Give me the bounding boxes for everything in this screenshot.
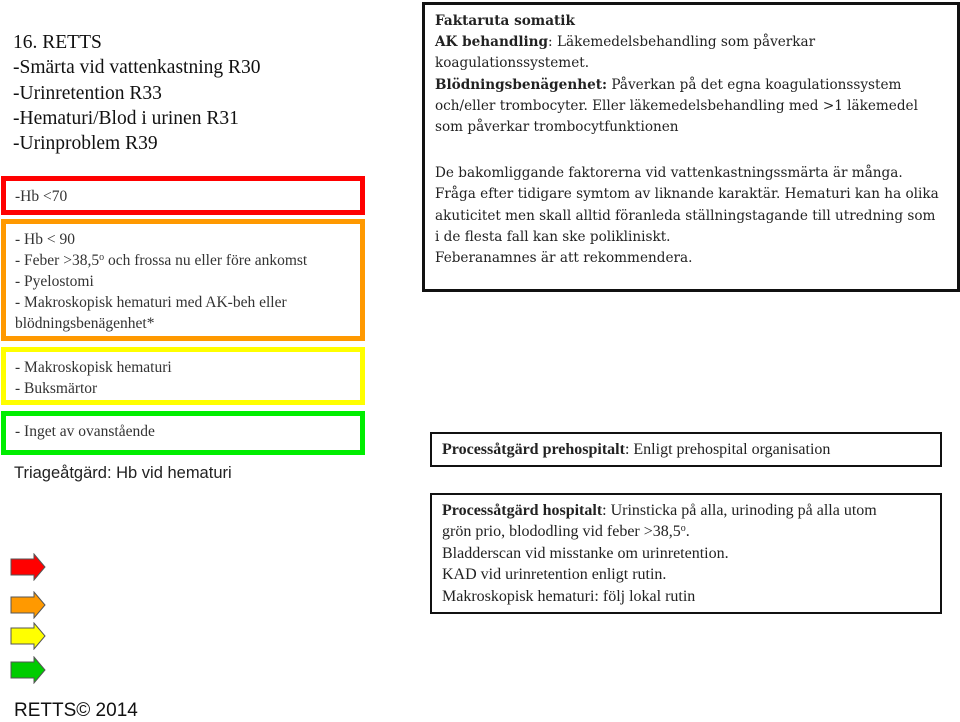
footer-copyright: RETTS© 2014 [14,700,138,721]
fact-para-line: i de flesta fall kan ske polikliniskt. [435,228,671,245]
fact-box [422,2,960,292]
triage-orange-box [1,219,365,341]
process-hospital-line: grön prio, blododling vid feber $>38,5^o$. [442,523,690,541]
title-line: -Urinproblem R39 [13,133,158,155]
degree-sup: o [680,523,686,535]
triage-orange-item: - Pyelostomi [15,273,94,290]
fact-heading: Faktaruta somatik [435,13,575,29]
triage-orange-item: blödningsbenägenhet* [15,315,155,332]
orange-arrow-icon [10,591,46,619]
triage-action: Triageåtgärd: Hb vid hematuri [14,464,232,482]
green-arrow-icon [10,656,46,684]
red-arrow-icon [10,553,46,581]
process-hospital-label: Processåtgärd hospitalt [442,502,603,519]
triage-orange-item: - Hb < 90 [15,231,75,248]
degree-sup: o [99,252,105,263]
fact-para-line: Feberanamnes är att rekommendera. [435,250,693,267]
fever-suffix: och frossa nu eller före ankomst [107,252,308,269]
yellow-arrow-icon [10,622,46,650]
fact-bleed-line: Blödningsbenägenhet: Påverkan på det egna koagulationssystem [435,76,902,93]
process-prehospital-text: : Enligt prehospital organisation [624,441,831,458]
title-line: 16. RETTS [13,32,102,53]
fever-prefix: - Feber >38,5 [15,252,100,269]
title-line: -Hematuri/Blod i urinen R31 [13,107,239,129]
process-hospital-line: Makroskopisk hematuri: följ lokal rutin [442,587,696,605]
process-hospital-box [430,493,942,614]
fact-para-line: Fråga efter tidigare symtom av liknande karaktär. Hematuri kan ha olika [435,186,939,203]
bleed-label: Blödningsbenägenhet: [435,76,608,93]
triage-yellow-box [1,347,365,405]
triage-green-item: - Inget av ovanstående [15,423,155,440]
process-hospital-line: KAD vid urinretention enligt rutin. [442,566,667,584]
fact-para-line: De bakomliggande faktorerna vid vattenkastningssmärta är många. [435,165,903,182]
triage-green-box [1,411,365,455]
fact-line: och/eller trombocyter. Eller läkemedelsbehandling med >1 läkemedel [435,97,918,114]
triage-orange-item: - Makroskopisk hematuri med AK-beh eller [15,294,287,311]
page-title [13,30,261,156]
title-line: -Smärta vid vattenkastning R30 [13,57,261,79]
process-prehospital-box [430,432,942,467]
title-line: -Urinretention R33 [13,82,162,104]
triage-red-box [1,176,365,215]
fact-para-line: akuticitet men skall alltid föranleda ställningstagande till utredning som [435,207,936,224]
ak-label: AK behandling [435,34,549,51]
triage-yellow-item: - Makroskopisk hematuri [15,359,172,376]
triage-yellow-item: - Buksmärtor [15,380,98,397]
process-hospital-line: Bladderscan vid misstanke om urinretention. [442,544,729,562]
process-hospital-line: Processåtgärd hospitalt: Urinsticka på alla, urinoding på alla utom [442,502,877,519]
fact-ak-line: AK behandling: Läkemedelsbehandling som påverkar [435,34,816,51]
fact-line: som påverkar trombocytfunktionen [435,119,679,136]
triage-red-item: -Hb <70 [15,188,68,205]
process-prehospital-label: Processåtgärd prehospitalt [442,441,625,458]
fact-line: koagulationssystemet. [435,55,590,72]
triage-orange-item [15,250,360,271]
